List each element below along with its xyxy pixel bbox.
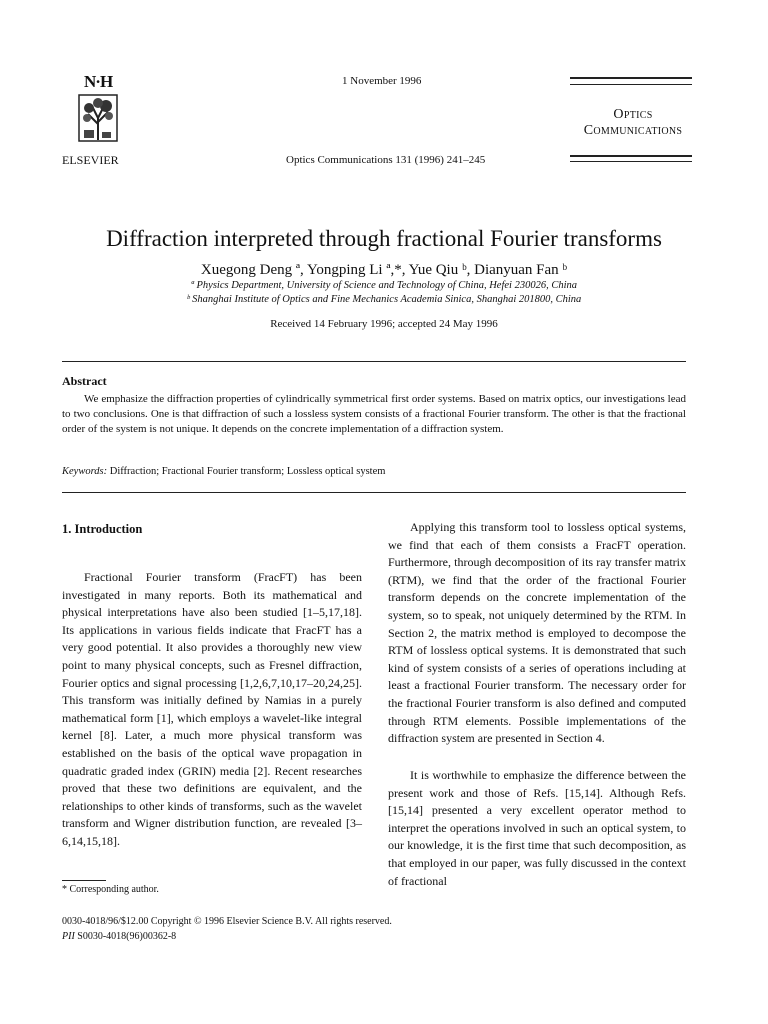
keywords-list: Diffraction; Fractional Fourier transform; Lossless optical system [109,466,386,477]
author-list: Xuegong Deng ª, Yongping Li ª,*, Yue Qiu ᵇ, Dianyuan Fan ᵇ [200,262,568,278]
intro-paragraph-right-1: Applying this transform tool to lossless optical systems, we find that each of them consists a FracFT operation. Furthermore, through decomposition of its ray transfer matrix (RTM), we find that the order of the fractional Fourier transform depends on the concrete implementation of the system, so to speak, not uniquely determined by the RTM. In Section 2, the matrix method is employed to decompose the RTM of lossless optical systems. It is demonstrated that such kind of system consists of a series of operations including at least a fractional Fourier transform. The necessary order for the fractional Fourier transform is also defined and computed through RTM elements. Possible implementations of the diffraction system are presented in Section 4. [388,520,686,746]
journal-rule-top [570,77,692,79]
abstract-divider-top [62,361,686,362]
section-heading-introduction: 1. Introduction [62,522,143,536]
publisher-name: ELSEVIER [62,153,119,167]
elsevier-tree-logo-icon [78,94,118,142]
journal-name-line-2: Communications [583,123,683,138]
journal-rule-bottom-2 [570,161,692,162]
footnote-rule [62,880,106,881]
journal-rule-bottom [570,155,692,157]
pii-label: PII [62,931,75,942]
intro-paragraph-right-2: It is worthwhile to emphasize the difference between the present work and those of Refs. [15,14]. Although Refs. [15,14] presented a very excellent operator method to interpret the operations involved in such an optical system, to our knowledge, it is the first time that such decomposition, as that employed in our paper, was fully discussed in the context of fractional [388,768,686,888]
keywords [62,466,385,477]
journal-name-line-1: Optics [613,107,653,122]
journal-rule-top-2 [570,84,692,85]
paper-title: Diffraction interpreted through fractional Fourier transforms [106,226,662,251]
affiliation-a: ª Physics Department, University of Science and Technology of China, Hefei 230026, China [191,280,577,291]
copyright-line: 0030-4018/96/$12.00 Copyright © 1996 Elsevier Science B.V. All rights reserved. [62,916,392,927]
pii-value: S0030-4018(96)00362-8 [77,931,177,942]
footnote-corresponding-author: * Corresponding author. [62,884,159,895]
received-dates: Received 14 February 1996; accepted 24 May 1996 [270,318,498,330]
publisher-logo-text: N·H [84,72,113,91]
affiliation-b: ᵇ Shanghai Institute of Optics and Fine Mechanics Academia Sinica, Shanghai 201800, China [186,294,582,305]
abstract-text: We emphasize the diffraction properties of cylindrically symmetrical first order systems. Based on matrix optics, our investigations lead to two conclusions. One is that diffraction of such a lossless system consists of a fractional Fourier transform. The other is that the fractional order of the system is not unique. It depends on the concrete implementation of a diffraction system. [62,393,686,435]
keywords-label: Keywords: [62,466,108,477]
intro-paragraph-left: Fractional Fourier transform (FracFT) has been investigated in many reports. Both its mathematical and physical interpretations have also been studied [1–5,17,18]. Its applications in various fields indicate that FracFT has a very good potential. It also provides a thoroughly new view point to many physical concepts, such as Fresnel diffraction, Fourier optics and signal processing [1,2,6,7,10,17–20,24,25]. This transform was initially defined by Namias in a purely mathematical form [1], which employs a wavelet-like integral kernel [8]. Later, a much more physical transform was established on the basis of the optical wave propagation in quadratic graded index (GRIN) media [2]. Recent researches proved that these two definitions are equivalent, and the relationships to other kinds of transforms, such as the wavelet transform and Wigner distribution function, are revealed [3–6,14,15,18]. [62,570,362,848]
abstract-divider-bottom [62,492,686,493]
issue-date: 1 November 1996 [342,75,422,87]
pii-line [62,931,176,942]
abstract-heading: Abstract [62,374,107,388]
journal-name [572,107,694,139]
journal-citation: Optics Communications 131 (1996) 241–245 [286,154,486,166]
